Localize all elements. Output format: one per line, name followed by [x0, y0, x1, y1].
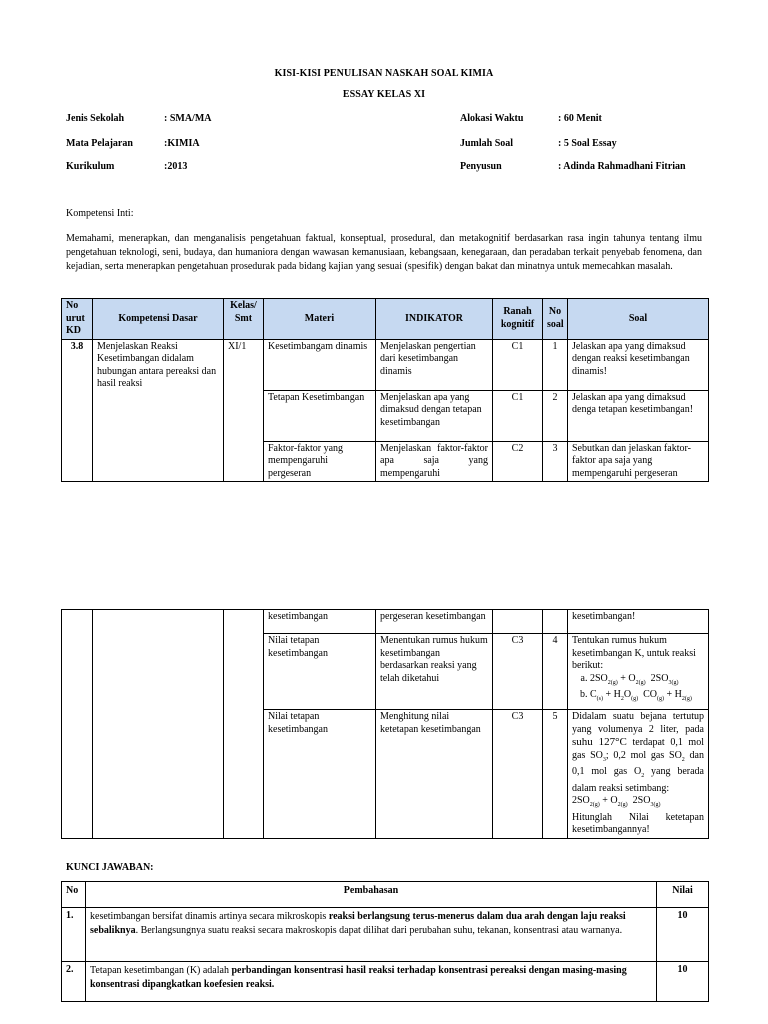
header-soal: Soal [568, 299, 709, 340]
header-indikator: INDIKATOR [376, 299, 493, 340]
materi-cell: kesetimbangan [264, 610, 376, 634]
header-ranah-kognitif: Ranah kognitif [493, 299, 543, 340]
no-soal-cell: 2 [543, 390, 568, 441]
reaction-list [572, 673, 704, 706]
no-soal-cell: 1 [543, 339, 568, 390]
table-row [62, 339, 709, 390]
kunci-heading: KUNCI JAWABAN: [66, 862, 154, 873]
indikator-cell: Menjelaskan faktor-faktor apa saja yang mempengaruhi [376, 441, 493, 482]
kunci-nilai: 10 [657, 962, 709, 1002]
kd-text: Menjelaskan Reaksi Kesetimbangan didalam hubungan antara pereaksi dan hasil reaksi [93, 339, 224, 482]
table-row [62, 962, 709, 1002]
reaction-a: a. $2SO_{2(g)} + O_{2(g)}$ $2SO_{3(g)}$ [590, 673, 704, 690]
no-soal-cell: 5 [543, 710, 568, 839]
kelas-value: XI/1 [224, 339, 264, 482]
materi-cell: Nilai tetapan kesetimbangan [264, 634, 376, 710]
ranah-cell: C1 [493, 390, 543, 441]
materi-cell: Nilai tetapan kesetimbangan [264, 710, 376, 839]
meta-label-kurikulum: Kurikulum [66, 161, 115, 172]
no-soal-cell: 3 [543, 441, 568, 482]
meta-label-mata-pelajaran: Mata Pelajaran [66, 138, 133, 149]
meta-value-penyusun: : Adinda Rahmadhani Fitrian [558, 161, 686, 172]
table-row [62, 610, 709, 634]
soal-cell: Didalam suatu bejana tertutup yang volumenya 2 liter, pada suhu 127°C terdapat 0,1 mol gas $SO_3$; 0,2 mol gas $SO_2$ dan 0,1 mol gas $O_2$ yang berada dalam reaksi setimbang: $2SO_{2(g)} + O_{2(g)}$ $2SO_{3(g)}$ Hitunglah Nilai ketetapan kesetimbangannya! [568, 710, 709, 839]
ranah-cell: C2 [493, 441, 543, 482]
soal-4-text: Tentukan rumus hukum kesetimbangan K, untuk reaksi berikut: [572, 635, 696, 671]
meta-value-jenis-sekolah: : SMA/MA [164, 113, 212, 124]
soal-cell: Jelaskan apa yang dimaksud dengan reaksi kesetimbangan dinamis! [568, 339, 709, 390]
meta-label-jumlah-soal: Jumlah Soal [460, 138, 514, 149]
reaction-5: $2SO_{2(g)} + O_{2(g)}$ $2SO_{3(g)}$ [572, 795, 661, 808]
materi-cell: Faktor-faktor yang mempengaruhi pergeseran [264, 441, 376, 482]
kd-number: 3.8 [62, 339, 93, 482]
table-row [62, 908, 709, 962]
document-subtitle: ESSAY KELAS XI [342, 89, 426, 100]
indikator-cell: Menjelaskan pengertian dari kesetimbangan dinamis [376, 339, 493, 390]
kunci-pembahasan: kesetimbangan bersifat dinamis artinya secara mikroskopis reaksi berlangsung terus-menerus dalam dua arah dengan laju reaksi sebaliknya. Berlangsungnya suatu reaksi secara makroskopis dapat dilihat dari perubahan suhu, tekanan, konsentrasi atau warnanya. [86, 908, 657, 962]
soal-cell: Jelaskan apa yang dimaksud denga tetapan kesetimbangan! [568, 390, 709, 441]
table-header-row [62, 299, 709, 340]
kunci-header-pembahasan: Pembahasan [86, 882, 657, 908]
indikator-cell: Menentukan rumus hukum kesetimbangan berdasarkan reaksi yang telah diketahui [376, 634, 493, 710]
meta-label-alokasi-waktu: Alokasi Waktu [460, 113, 524, 124]
kunci-header-no: No [62, 882, 86, 908]
meta-label-jenis-sekolah: Jenis Sekolah [66, 113, 125, 124]
header-no-soal: No soal [543, 299, 568, 340]
kunci-no: 1. [62, 908, 86, 962]
header-no-urut-kd: No urut KD [62, 299, 93, 340]
kunci-table [61, 881, 709, 1002]
header-materi: Materi [264, 299, 376, 340]
meta-value-kurikulum: :2013 [164, 161, 188, 172]
materi-cell: Kesetimbangam dinamis [264, 339, 376, 390]
kunci-no: 2. [62, 962, 86, 1002]
kunci-header-nilai: Nilai [657, 882, 709, 908]
header-kompetensi-dasar: Kompetensi Dasar [93, 299, 224, 340]
soal-cell: kesetimbangan! [568, 610, 709, 634]
ranah-cell: C3 [493, 634, 543, 710]
indikator-cell: pergeseran kesetimbangan [376, 610, 493, 634]
kunci-pembahasan: Tetapan kesetimbangan (K) adalah perbandingan konsentrasi hasil reaksi terhadap konsentrasi pereaksi dengan masing-masing konsentrasi dipangkatkan koefesien reaksi. [86, 962, 657, 1002]
meta-value-alokasi-waktu: : 60 Menit [558, 113, 602, 124]
kisi-kisi-table [61, 298, 709, 482]
soal-cell: Sebutkan dan jelaskan faktor-faktor apa saja yang mempengaruhi pergeseran [568, 441, 709, 482]
kunci-nilai: 10 [657, 908, 709, 962]
materi-cell: Tetapan Kesetimbangan [264, 390, 376, 441]
meta-label-penyusun: Penyusun [460, 161, 502, 172]
ranah-cell: C1 [493, 339, 543, 390]
ranah-cell: C3 [493, 710, 543, 839]
kisi-kisi-table-continued [61, 609, 709, 839]
indikator-cell: Menjelaskan apa yang dimaksud dengan tetapan kesetimbangan [376, 390, 493, 441]
kompetensi-text: Memahami, menerapkan, dan menganalisis pengetahuan faktual, konseptual, prosedural, dan metakognitif berdasarkan rasa ingin tahunya tentang ilmu pengetahuan teknologi, seni, budaya, dan humaniora dengan wawasan kemanusiaan, kebangsaan, kenegaraan, dan peradaban terkait penyebab fenomena, dan kejadian, serta menerapkan pengetahuan prosedurak pada bidang kajian yang sesuai (spesifik) dengan bakat dan minatnya untuk memecahkan masalah. [66, 233, 702, 272]
meta-value-jumlah-soal: : 5 Soal Essay [558, 138, 617, 149]
meta-value-mata-pelajaran: :KIMIA [164, 138, 200, 149]
kunci-header-row [62, 882, 709, 908]
header-kelas-smt: Kelas/ Smt [224, 299, 264, 340]
document-title: KISI-KISI PENULISAN NASKAH SOAL KIMIA [274, 68, 494, 79]
reaction-b: b. $C_{(s)} + H_2O_{(g)}$ $CO_{(g)} + H_{2(g)}$ [590, 689, 704, 706]
soal-cell [568, 634, 709, 710]
no-soal-cell: 4 [543, 634, 568, 710]
kompetensi-heading: Kompetensi Inti: [66, 208, 134, 219]
indikator-cell: Menghitung nilai ketetapan kesetimbangan [376, 710, 493, 839]
